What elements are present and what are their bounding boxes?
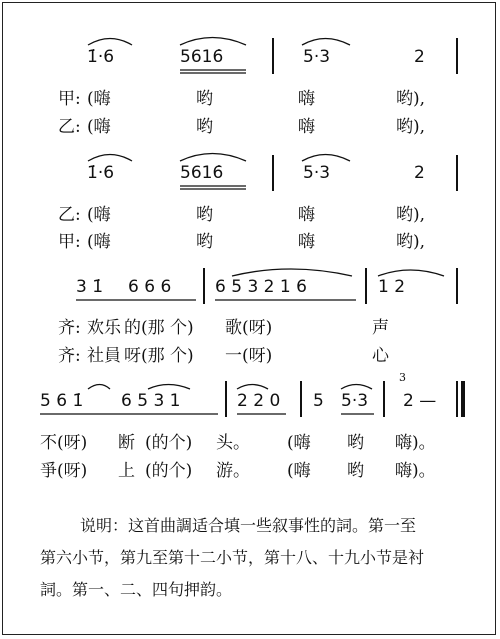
notes-1-2: 5616̇ <box>180 47 224 67</box>
lyric: 嗨)。 <box>395 461 436 481</box>
slur <box>237 385 268 390</box>
lyric: 嗨 <box>298 205 315 225</box>
slur <box>302 155 350 162</box>
slur <box>180 38 246 46</box>
lyric: 哟 <box>347 433 364 453</box>
notes-2-3: 5·3 <box>303 163 331 183</box>
lyric: 一(呀) <box>225 346 273 366</box>
slur <box>378 270 444 276</box>
notes-3-4: 1 2 <box>378 277 406 297</box>
slur <box>88 155 132 162</box>
lyric: 嗨)。 <box>395 433 436 453</box>
role-label: 乙: <box>58 205 81 225</box>
lyric: 上 <box>118 461 135 481</box>
lyric: (的个) <box>145 433 193 453</box>
lyric: 哟 <box>196 205 213 225</box>
lyric: 不(呀) <box>40 433 88 453</box>
slur <box>180 154 246 162</box>
role-label: 齐: <box>58 318 81 338</box>
lyric: 哟 <box>196 117 213 137</box>
notes-1-1: 1̇·6 <box>87 47 115 67</box>
lyric: 心 <box>372 346 389 366</box>
notes-3-1: 3 1̇ <box>76 277 104 297</box>
notes-4-3: 2 2 0 <box>237 391 281 411</box>
role-label: 甲: <box>58 232 81 252</box>
lyric: 爭(呀) <box>40 461 88 481</box>
lyric: (嗨 <box>87 232 111 252</box>
lyric: 哟), <box>396 232 426 252</box>
lyric: (嗨 <box>287 433 311 453</box>
slur <box>88 385 110 390</box>
notes-4-2: 6 5 3 1 <box>121 391 181 411</box>
lyric: 哟 <box>347 461 364 481</box>
notes-1-4: 2 <box>414 47 425 67</box>
slur <box>232 269 352 276</box>
lyric: 歌(呀) <box>225 318 273 338</box>
lyric: 嗨 <box>298 232 315 252</box>
role-label: 齐: <box>58 346 81 366</box>
slur <box>302 39 350 46</box>
slur <box>148 385 190 390</box>
role-label: 甲: <box>58 89 81 109</box>
note-line-3: 詞。第一、二、四句押韵。 <box>40 580 233 599</box>
lyric: 哟 <box>196 89 213 109</box>
lyric: 哟), <box>396 117 426 137</box>
notes-3-2: 6 6 6 <box>128 277 172 297</box>
lyric: 哟 <box>196 232 213 252</box>
notes-1-3: 5·3 <box>303 47 331 67</box>
lyric: (的个) <box>145 461 193 481</box>
lyric: (嗨 <box>287 461 311 481</box>
lyric: 游。 <box>216 461 250 481</box>
notes-4-4: 5 <box>313 391 324 411</box>
slur <box>88 39 132 46</box>
triplet-mark: 3 <box>399 371 406 384</box>
lyric: (嗨 <box>87 117 111 137</box>
lyric: (嗨 <box>87 205 111 225</box>
lyric: 社員 <box>87 346 121 366</box>
note-line-2: 第六小节，第九至第十二小节，第十八、十九小节是衬 <box>40 548 425 567</box>
notes-3-3: 6 5 3 2 1 6 <box>215 277 307 297</box>
lyric: 哟), <box>396 89 426 109</box>
lyric: (嗨 <box>87 89 111 109</box>
lyric: 嗨 <box>298 117 315 137</box>
lyric: 呀(那 个) <box>124 346 194 366</box>
notes-2-1: 1̇·6 <box>87 163 115 183</box>
role-label: 乙: <box>58 117 81 137</box>
lyric: 的(那 个) <box>124 318 194 338</box>
slur <box>341 385 372 390</box>
lyric: 声 <box>372 318 389 338</box>
lyric: 哟), <box>396 205 426 225</box>
notes-4-6: 2 — <box>403 391 437 411</box>
notes-2-2: 5616̇ <box>180 163 224 183</box>
notes-4-5: 5·3 <box>341 391 369 411</box>
lyric: 欢乐 <box>87 318 121 338</box>
lyric: 头。 <box>216 433 250 453</box>
notes-4-1: 5 6 1̇ <box>40 391 84 411</box>
lyric: 嗨 <box>298 89 315 109</box>
note-line-1: 说明：这首曲調适合填一些叙事性的詞。第一至 <box>80 516 417 535</box>
lyric: 断 <box>118 433 135 453</box>
notes-2-4: 2 <box>414 163 425 183</box>
